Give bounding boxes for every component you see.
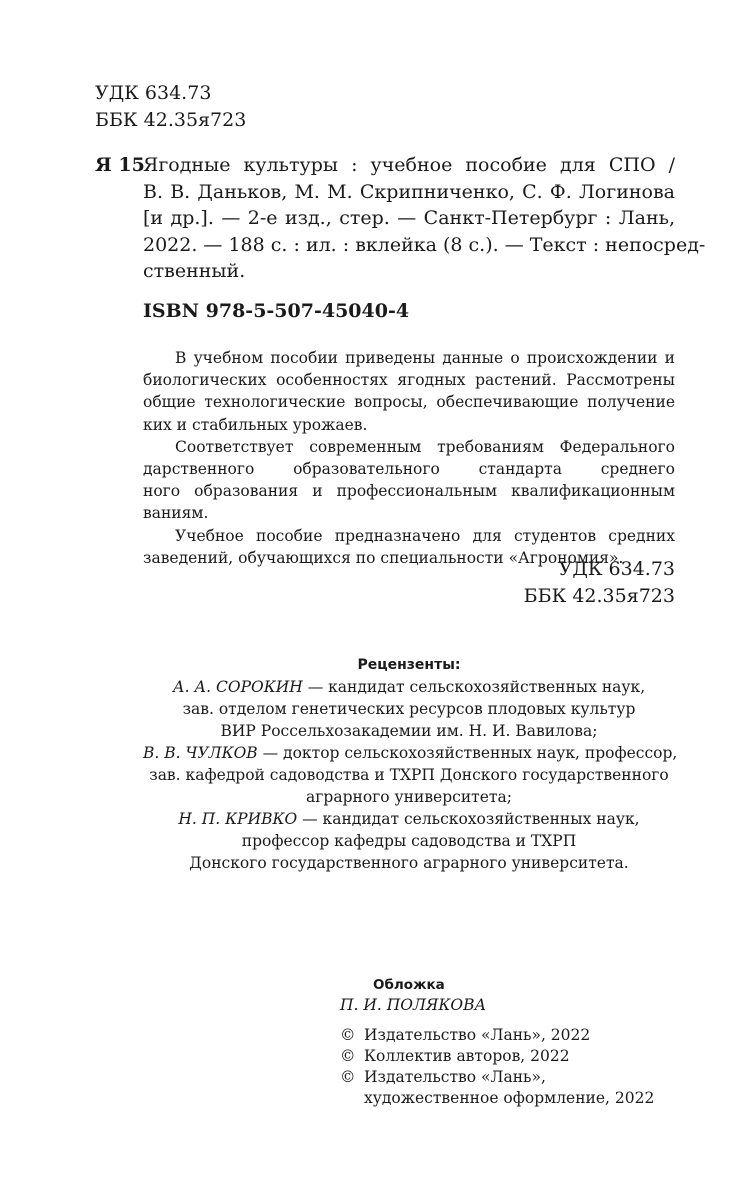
- reviewer-text: — кандидат сельскохозяйственных наук,: [302, 678, 646, 696]
- reviewer-text: — кандидат сельскохозяйственных наук,: [297, 810, 640, 828]
- reviewer-text: зав. кафедрой садоводства и ТХРП Донского государственного: [149, 766, 669, 784]
- reviewer-text: зав. отделом генетических ресурсов плодовых культур: [182, 700, 636, 718]
- isbn: ISBN 978-5-507-45040-4: [143, 300, 410, 322]
- copyright-text: художественное оформление, 2022: [364, 1089, 655, 1107]
- cover-artist: П. И. ПОЛЯКОВА: [340, 996, 487, 1014]
- copyright-icon: ©: [340, 1068, 356, 1086]
- biblio-line: [и др.]. — 2-е изд., стер. — Санкт-Петербург : Лань,: [143, 207, 675, 229]
- annotation-line: дарственного образовательного стандарта среднего: [143, 459, 675, 478]
- annotation-line: ваниям.: [143, 504, 209, 523]
- reviewer-text: ВИР Россельхозакадемии им. Н. И. Вавилова;: [220, 722, 598, 740]
- copyright-row: [340, 1067, 654, 1088]
- bbk-code: ББК 42.35я723: [523, 585, 675, 607]
- biblio-line: В. В. Даньков, М. М. Скрипниченко, С. Ф. Логинова: [143, 180, 675, 203]
- udk-code: УДК 634.73: [558, 558, 675, 580]
- reviewer-name: Н. П. КРИВКО: [178, 810, 298, 828]
- reviewers-block: [143, 654, 678, 874]
- reviewer-name: В. В. ЧУЛКОВ: [143, 744, 258, 762]
- annotation-line: общие технологические вопросы, обеспечивающие получение: [143, 393, 675, 412]
- copyright-icon: ©: [340, 1026, 356, 1044]
- annotation-line: ких и стабильных урожаев.: [143, 415, 368, 434]
- reviewers-heading: Рецензенты:: [357, 657, 461, 673]
- cover-heading: Обложка: [373, 977, 445, 993]
- annotation-line: ного образования и профессиональным квалификационным: [143, 482, 675, 501]
- copyright-text: Издательство «Лань»,: [364, 1068, 546, 1086]
- reviewer-2: [143, 742, 678, 764]
- copyright-text: Издательство «Лань», 2022: [364, 1026, 591, 1044]
- annotation-line: заведений, обучающихся по специальности «Агрономия».: [143, 548, 624, 567]
- reviewer-text: — доктор сельскохозяйственных наук, профессор,: [257, 744, 678, 762]
- copyright-text: Коллектив авторов, 2022: [364, 1047, 570, 1065]
- author-mark: Я 15: [95, 154, 145, 176]
- reviewer-3: [143, 808, 675, 830]
- reviewer-name: А. А. СОРОКИН: [172, 678, 303, 696]
- copyright-row: [340, 1088, 654, 1109]
- copyright-row: [340, 1025, 654, 1046]
- reviewer-text: профессор кафедры садоводства и ТХРП: [241, 832, 577, 850]
- bibliographic-description: [143, 152, 706, 285]
- cover-credit: [340, 975, 486, 1015]
- classification-block-right: [380, 556, 675, 610]
- udk-code: УДК 634.73: [95, 82, 212, 104]
- copyright-row: [340, 1046, 654, 1067]
- reviewer-1: [143, 676, 675, 698]
- biblio-line: ственный.: [143, 260, 246, 282]
- annotation-line: Учебное пособие предназначено для студентов средних: [175, 526, 675, 545]
- annotation-line: В учебном пособии приведены данные о происхождении и: [175, 349, 675, 367]
- biblio-line: 2022. — 188 с. : ил. : вклейка (8 с.). — Текст : непосред-: [143, 233, 706, 256]
- copyright-block: [340, 1025, 654, 1109]
- biblio-line: Ягодные культуры : учебное пособие для СПО /: [143, 154, 675, 176]
- annotation-line: биологических особенностях ягодных растений. Рассмотрены: [143, 371, 675, 390]
- annotation: [143, 347, 675, 569]
- reviewer-text: аграрного университета;: [306, 788, 512, 806]
- bbk-code: ББК 42.35я723: [95, 109, 247, 131]
- classification-block-top: [95, 80, 246, 134]
- reviewer-text: Донского государственного аграрного университета.: [189, 854, 629, 872]
- annotation-line: Соответствует современным требованиям Федерального: [175, 437, 675, 456]
- copyright-icon: ©: [340, 1047, 356, 1065]
